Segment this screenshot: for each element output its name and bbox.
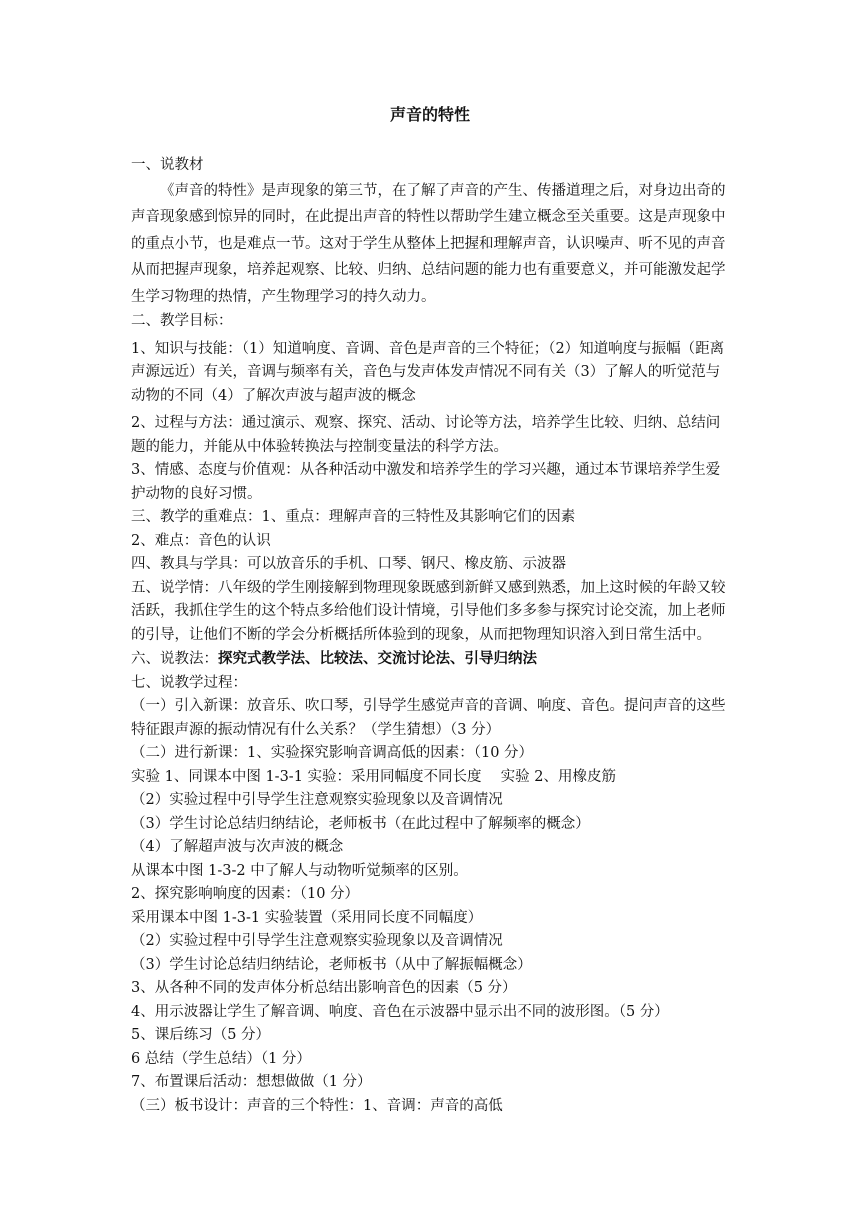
paragraph-textbook: 《声音的特性》是声现象的第三节，在了解了声音的产生、传播道理之后，对身边出奇的声音现象感到惊异的同时，在此提出声音的特性以帮助学生建立概念至关重要。这是声现象中的重点小节，也是难点一节。这对于学生从整体上把握和理解声音，认识噪声、听不见的声音从而把握声现象，培养起观察、比较、归纳、总结问题的能力也有重要意义，并可能激发起学生学习物理的热情，产生物理学习的持久动力。: [131, 182, 726, 305]
section-teaching-methods: [131, 647, 729, 672]
process-step: （2）实验过程中引导学生注意观察实验现象以及音调情况: [131, 792, 503, 808]
objective-process: 2、过程与方法：通过演示、观察、探究、活动、讨论等方法，培养学生比较、归纳、总结问题的能力，并能从中体验转换法与控制变量法的科学方法。: [131, 415, 721, 455]
process-step: （3）学生讨论总结归纳结论，老师板书（在此过程中了解频率的概念）: [131, 815, 590, 832]
process-step: （4）了解超声波与次声波的概念: [131, 839, 344, 855]
objective-attitude: 3、情感、态度与价值观：从各种活动中激发和培养学生的学习兴趣，通过本节课培养学生爱护动物的良好习惯。: [131, 462, 721, 502]
objective-knowledge: 1、知识与技能：（1）知道响度、音调、音色是声音的三个特征；（2）知道响度与振幅（距离声源远近）有关，音调与频率有关，音色与发声体发声情况不同有关（3）了解人的听觉范与动物的不同（4）了解次声波与超声波的概念: [131, 340, 725, 404]
section-heading-textbook: 一、说教材: [131, 157, 204, 173]
document-body: [131, 154, 729, 1118]
process-new-lesson: （二）进行新课：1、实验探究影响音调高低的因素：（10 分）: [131, 745, 534, 761]
board-design: （三）板书设计：声音的三个特性：1、音调：声音的高低: [131, 1097, 503, 1114]
process-step: （3）学生讨论总结归纳结论，老师板书（从中了解振幅概念）: [131, 956, 532, 973]
section-heading-tools: 四、教具与学具：可以放音乐的手机、口琴、钢尺、橡皮筋、示波器: [131, 556, 566, 572]
teaching-methods-list: 探究式教学法、比较法、交流讨论法、引导归纳法: [218, 650, 537, 667]
process-summary: 6 总结（学生总结）（1 分）: [131, 1050, 311, 1067]
teaching-methods-label: 六、说教法：: [131, 651, 218, 667]
section-heading-key-points: 三、教学的重难点：1、重点：理解声音的三特性及其影响它们的因素: [131, 509, 576, 525]
process-timbre: 3、从各种不同的发声体分析总结出影响音色的因素（5 分）: [131, 980, 517, 996]
process-exercise: 5、课后练习（5 分）: [131, 1027, 271, 1043]
section-heading-process: 七、说教学过程：: [131, 674, 247, 691]
section-student-analysis: 五、说学情：八年级的学生刚接解到物理现象既感到新鲜又感到熟悉，加上这时候的年龄又较活跃，我抓住学生的这个特点多给他们设计情境，引导他们多多参与探究讨论交流，加上老师的引导，让他们不断的学会分析概括所体验到的现象，从而把物理知识溶入到日常生活中。: [131, 579, 726, 643]
process-experiments: 实验 1、同课本中图 1-3-1 实验：采用同幅度不同长度 实验 2、用橡皮筋: [131, 768, 616, 785]
process-step: （2）实验过程中引导学生注意观察实验现象以及音调情况: [131, 933, 503, 949]
process-intro: （一）引入新课：放音乐、吹口琴，引导学生感觉声音的音调、响度、音色。提问声音的这些特征跟声源的振动情况有什么关系？（学生猜想）（3 分）: [131, 698, 726, 738]
section-heading-objectives: 二、教学目标：: [131, 313, 233, 329]
document-title: 声音的特性: [389, 105, 470, 124]
process-oscilloscope: 4、用示波器让学生了解音调、响度、音色在示波器中显示出不同的波形图。（5 分）: [131, 1003, 669, 1020]
process-loudness: 2、探究影响响度的因素：（10 分）: [131, 886, 360, 902]
difficulty-line: 2、难点：音色的认识: [131, 532, 271, 549]
process-step: 采用课本中图 1-3-1 实验装置（采用同长度不同幅度）: [131, 909, 483, 926]
process-homework: 7、布置课后活动：想想做做（1 分）: [131, 1074, 372, 1090]
process-step: 从课本中图 1-3-2 中了解人与动物听觉频率的区别。: [131, 862, 468, 879]
